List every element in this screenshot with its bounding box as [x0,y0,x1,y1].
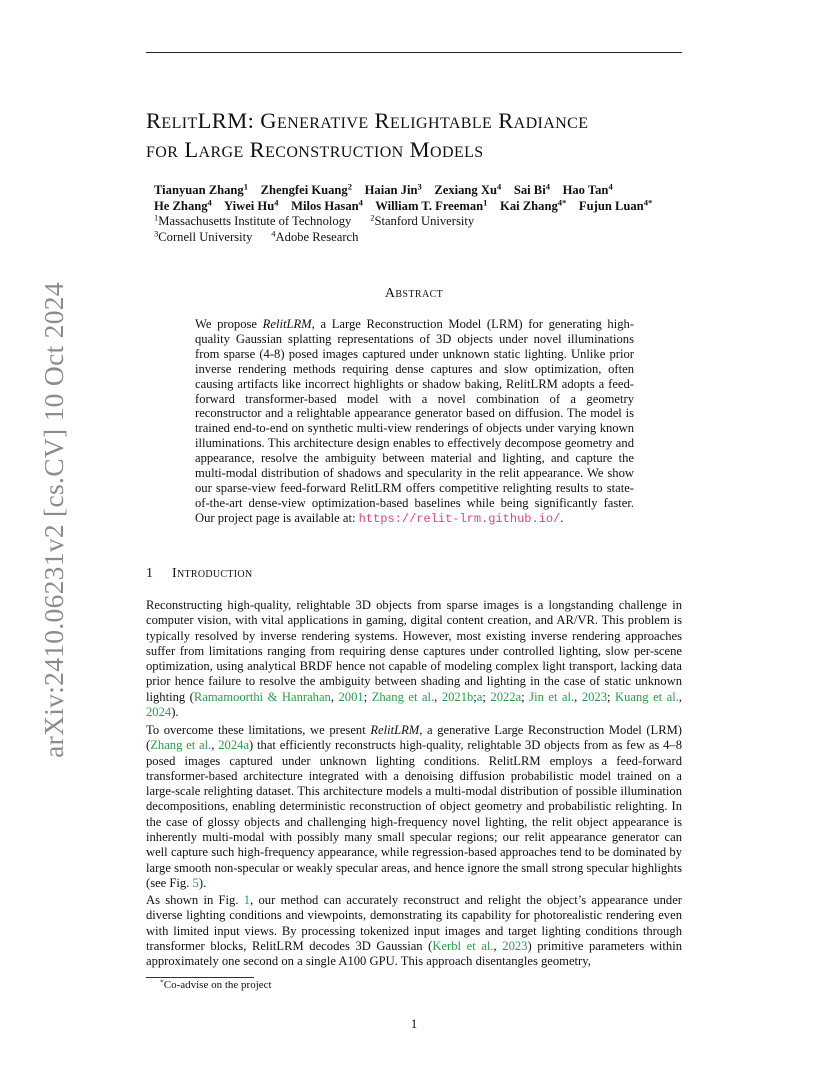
author [514,183,550,197]
citation-link[interactable]: Zhang et al. [371,689,435,704]
text-run: ; [473,689,477,704]
citation-link[interactable]: 2024a [218,738,250,753]
citation-link[interactable]: 5 [192,875,199,890]
author-name: Milos Hasan [291,198,359,213]
citation-link[interactable]: 2024 [146,705,172,720]
author-name: Tianyuan Zhang [154,183,244,197]
affiliation-name: Massachusetts Institute of Technology [158,214,352,228]
author-name: Kai Zhang [500,198,558,213]
text-run: , [434,689,442,704]
author [154,183,248,197]
project-page-link[interactable]: https://relit-lrm.github.io/ [358,511,561,526]
affiliation-name: Cornell University [158,229,253,244]
text-run: ) primitive parameters within approximately one second on a single A100 GPU. This approach disentangles geometry, [146,938,683,969]
author-name: Zexiang Xu [434,183,497,197]
intro-paragraph-3 [146,893,682,969]
intro-paragraph-1 [146,598,682,720]
citation-link[interactable]: Zhang et al. [150,738,212,753]
author-affiliation-marker: 4 [545,181,550,192]
author-name: William T. Freeman [375,198,484,213]
author-name: Hao Tan [562,183,609,197]
citation-link[interactable]: 2023 [581,689,607,704]
affiliation-marker: 2 [370,212,375,223]
abstract-model-name: RelitLRM [262,317,312,331]
abstract-part-1: We propose [195,317,263,331]
affiliation-name: Stanford University [374,214,475,228]
text-run: To overcome these limitations, we present [146,723,371,737]
title-line-2: for Large Reconstruction Models [146,137,484,162]
author-affiliation-marker: 4 [358,197,363,208]
affiliation-row-2 [154,230,714,246]
paper-title [146,106,706,164]
emphasis: RelitLRM [370,723,420,737]
author [291,199,363,213]
text-run: ; [607,689,615,704]
author [365,183,422,197]
author-affiliation-marker: 3 [417,181,422,192]
citation-link[interactable]: 2001 [338,689,364,704]
affiliation [154,230,252,244]
text-run: , [493,938,503,953]
author [434,183,501,197]
author-block [154,183,714,245]
author-affiliation-marker: 1 [243,181,249,192]
text-run: , [678,689,683,704]
author [154,199,212,213]
affiliation-row-1 [154,214,714,230]
footnote-text: Co-advise on the project [163,979,272,991]
author-affiliation-marker: 4* [557,197,567,208]
text-run: ; [363,689,372,704]
text-run: , [574,689,582,704]
text-run: As shown in Fig. [146,893,244,907]
author-affiliation-marker: 4 [274,197,279,208]
author-name: He Zhang [154,198,208,213]
arxiv-side-label: arXiv:2410.06231v2 [cs.CV] 10 Oct 2024 [38,282,69,758]
citation-link[interactable]: 2023 [502,938,528,953]
author-name: Zhengfei Kuang [260,183,348,197]
author-affiliation-marker: 1 [483,197,488,208]
affiliation-marker: 1 [154,212,159,223]
affiliation [154,214,351,228]
abstract-text [195,317,634,527]
text-run: , our method can accurately reconstruct and relight the object’s appearance under diverse lighting conditions and viewpoints, demonstrating its capability for photorealistic rendering even with limited input views. By processing tokenized input images and target lighting conditions through transformer blocks, RelitLRM decodes 3D Gaussian ( [146,893,682,953]
affiliation [370,214,474,228]
top-rule [146,52,682,53]
author [563,183,613,197]
affiliation-marker: 3 [154,228,159,239]
page-number: 1 [410,1017,418,1031]
abstract-part-3: . [560,510,564,525]
author-name: Sai Bi [513,183,546,197]
author [224,199,279,213]
citation-link[interactable]: Jin et al. [529,689,575,704]
intro-paragraph-2 [146,723,682,891]
text-run: Reconstructing high-quality, relightable 3D objects from sparse images is a longstanding challenge in computer vision, with vital applications in gaming, digital content creation, and AR/VR. This problem is typically resolved by inverse rendering systems. However, most existing inverse rendering approaches suffer from limitations ranging from requiring dense captures under controlled lighting, slow per-scene optimization, using analytical BRDF hence not capable of modeling complex light transport, lacking data prior hence failure to resolve the ambiguity between shading and lighting in the case of static unknown lighting ( [146,598,682,704]
footnote [160,978,272,992]
author-affiliation-marker: 4 [496,181,502,192]
text-run: ) that efficiently reconstructs high-quality, relightable 3D objects from as few as 4–8 posed images captured under unknown lighting conditions. RelitLRM employs a feed-forward transformer-based architecture integrated with a denoising diffusion probabilistic model trained on a large-scale relighting dataset. This architecture models a multi-modal distribution of possible illumination decompositions, enabling deterministic reconstruction of object geometry and probabilistic relighting. In the case of glossy objects and challenging high-frequency novel lighting, the relit object appearance is inherently multi-modal with possibly many small specular regions; our relit appearance generator can well capture such high-frequency appearance, while regression-based approaches tend to be dominated by large smooth non-specular or weakly specular areas, and hence ignore the small strong specular highlights (see Fig. [146,738,683,890]
author-name: Haian Jin [364,183,418,197]
author-affiliation-marker: 2 [347,181,353,192]
author [261,183,352,197]
section-number: 1 [146,566,154,581]
text-run: , [211,738,219,753]
author-name: Yiwei Hu [223,198,275,213]
section-heading-introduction [146,566,252,582]
text-run: ; [482,689,491,704]
affiliation-name: Adobe Research [275,229,359,244]
title-line-1: RelitLRM: Generative Relightable Radiance [146,108,589,133]
author-row-2 [154,199,714,215]
affiliation-marker: 4 [271,228,276,239]
author-name: Fujun Luan [578,198,644,213]
abstract-heading: Abstract [384,286,444,301]
text-run: ; [521,689,530,704]
section-title: Introduction [172,566,253,581]
citation-link[interactable]: a [476,689,483,704]
citation-link[interactable]: Kuang et al. [615,689,679,704]
text-run: ). [198,875,207,890]
author-affiliation-marker: 4 [207,197,212,208]
author-affiliation-marker: 4 [608,181,613,192]
author [579,199,652,213]
citation-link[interactable]: Kerbl et al. [432,938,494,953]
author [500,199,566,213]
text-run: ). [171,705,179,720]
citation-link[interactable]: 2021b [441,689,474,704]
abstract-part-2: , a Large Reconstruction Model (LRM) for generating high-quality Gaussian splatting representations of 3D objects under novel illuminations from sparse (4-8) posed images captured under unknown static lighting. Unlike prior inverse rendering methods requiring dense captures and slow optimization, often causing artifacts like incorrect highlights or shadow baking, RelitLRM adopts a feed-forward transformer-based model with a novel combination of a geometry reconstructor and a relightable appearance generator based on diffusion. The model is trained end-to-end on synthetic multi-view renderings of objects under varying known illuminations. This architecture design enables to effectively decompose geometry and appearance, resolve the ambiguity between material and lighting, and capture the multi-modal distribution of shadows and specularity in the relit appearance. We show our sparse-view feed-forward RelitLRM offers competitive relighting results to state-of-the-art dense-view optimization-based baselines while being significantly faster. Our project page is available at: [195,317,635,525]
citation-link[interactable]: 2022a [490,689,522,704]
author [375,199,487,213]
text-run: , [330,689,339,704]
citation-link[interactable]: Ramamoorthi & Hanrahan [193,689,331,704]
text-run: , a generative Large Reconstruction Model (LRM) ( [146,723,682,753]
footnote-marker: * [160,977,164,987]
author-row-1 [154,183,714,199]
citation-link[interactable]: 1 [243,893,251,907]
author-affiliation-marker: 4* [643,197,653,208]
affiliation [271,230,358,244]
